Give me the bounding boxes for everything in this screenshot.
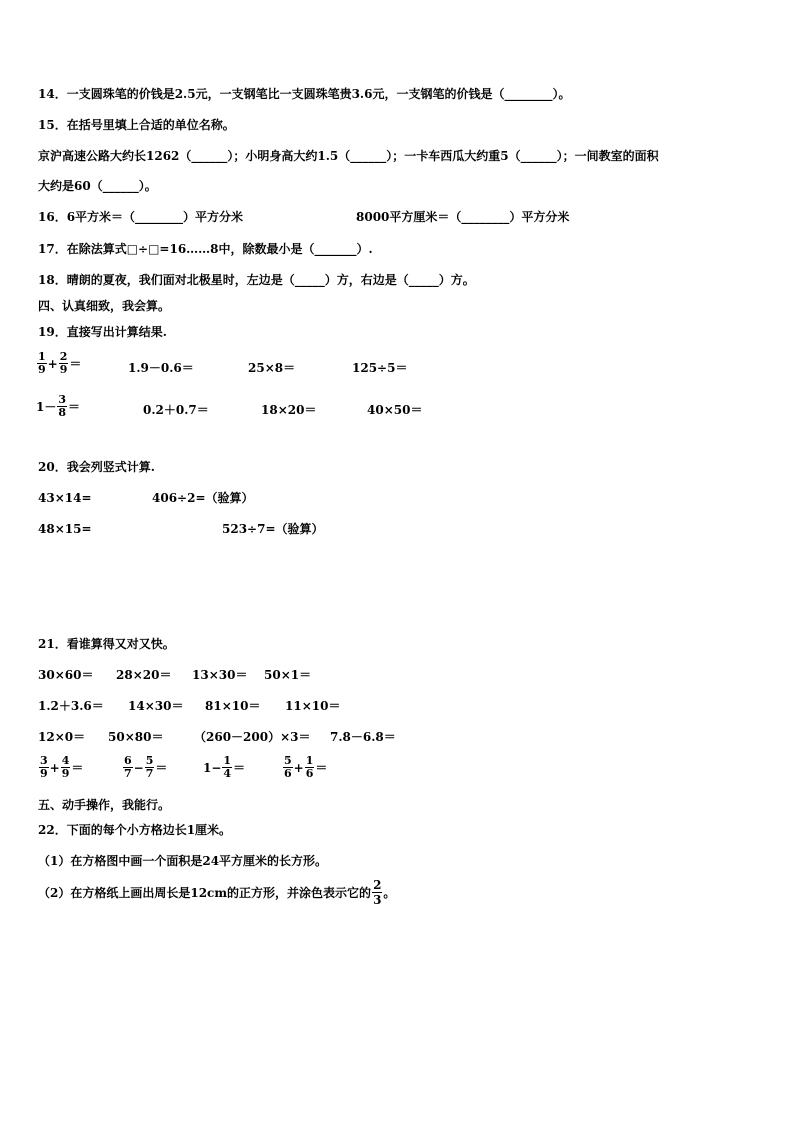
question-15-line-2: 大约是60（______）。 — [38, 179, 157, 193]
question-22-part-2: （2）在方格纸上画出周长是12cm的正方形，并涂色表示它的 $\frac{2}{3}$ 。 — [38, 878, 396, 907]
question-20-title: 20．我会列竖式计算. — [38, 460, 155, 474]
q19-expr-8: 40×50＝ — [367, 403, 423, 417]
fraction: $\frac{3}{9}$ — [40, 754, 48, 780]
q21-r3-c2: 50×80＝ — [108, 730, 164, 744]
fraction: $\frac{2}{3}$ — [373, 878, 382, 907]
question-17: 17．在除法算式□÷□=16……8中，除数最小是（_______）. — [38, 242, 373, 256]
q21-r1-c1: 30×60＝ — [38, 668, 94, 682]
q20-expr-2: 406÷2=（验算） — [152, 491, 254, 505]
q21-r3-c1: 12×0＝ — [38, 730, 86, 744]
q19-expr-2: 1.9－0.6＝ — [128, 361, 194, 375]
fraction: $\frac{2}{9}$ — [59, 350, 68, 376]
fraction: $\frac{6}{7}$ — [124, 754, 132, 780]
question-16-part-1: 16．6平方米＝（________）平方分米 — [38, 210, 244, 224]
q21-r3-c4: 7.8－6.8＝ — [330, 730, 396, 744]
q21-r4-c3: 1− $\frac{1}{4}$ ＝ — [203, 754, 246, 780]
q20-expr-3: 48×15= — [38, 522, 92, 536]
fraction: $\frac{1}{4}$ — [223, 754, 232, 780]
q19-expr-5: 1－ $\frac{3}{8}$ ＝ — [36, 393, 81, 419]
q21-r4-c1: $\frac{3}{9}$ + $\frac{4}{9}$ ＝ — [40, 754, 84, 780]
q21-r2-c1: 1.2＋3.6＝ — [38, 699, 104, 713]
question-21-title: 21．看谁算得又对又快。 — [38, 637, 175, 651]
q19-expr-7: 18×20＝ — [261, 403, 317, 417]
q19-expr-6: 0.2＋0.7＝ — [143, 403, 209, 417]
question-19-title: 19．直接写出计算结果. — [38, 325, 167, 339]
q21-r1-c2: 28×20＝ — [116, 668, 172, 682]
question-15-title: 15．在括号里填上合适的单位名称。 — [38, 118, 235, 132]
q21-r2-c3: 81×10＝ — [205, 699, 261, 713]
q20-expr-1: 43×14= — [38, 491, 92, 505]
q21-r2-c2: 14×30＝ — [128, 699, 184, 713]
q21-r3-c3: （260－200）×3＝ — [194, 730, 311, 744]
q19-expr-3: 25×8＝ — [248, 361, 296, 375]
q21-r1-c4: 50×1＝ — [264, 668, 312, 682]
question-14: 14．一支圆珠笔的价钱是2.5元，一支钢笔比一支圆珠笔贵3.6元，一支钢笔的价钱是（________）。 — [38, 87, 571, 101]
fraction: $\frac{3}{8}$ — [58, 393, 67, 419]
question-22-part-1: （1）在方格图中画一个面积是24平方厘米的长方形。 — [38, 854, 328, 868]
question-16-part-2: 8000平方厘米＝（________）平方分米 — [356, 210, 570, 224]
fraction: $\frac{1}{9}$ — [38, 350, 46, 376]
q20-expr-4: 523÷7=（验算） — [222, 522, 324, 536]
q21-r1-c3: 13×30＝ — [192, 668, 248, 682]
section-4-heading: 四、认真细致，我会算。 — [38, 299, 171, 313]
question-18: 18．晴朗的夏夜，我们面对北极星时，左边是（_____）方，右边是（_____）方。 — [38, 273, 475, 287]
question-22-title: 22．下面的每个小方格边长1厘米。 — [38, 823, 232, 837]
fraction: $\frac{4}{9}$ — [61, 754, 70, 780]
fraction: $\frac{1}{6}$ — [305, 754, 314, 780]
q19-expr-1: $\frac{1}{9}$ + $\frac{2}{9}$ ＝ — [38, 350, 82, 376]
question-15-line-1: 京沪高速公路大约长1262（______）；小明身高大约1.5（______）；一卡车西瓜大约重5（______）；一间教室的面积 — [38, 149, 659, 163]
q21-r2-c4: 11×10＝ — [285, 699, 341, 713]
fraction: $\frac{5}{7}$ — [145, 754, 154, 780]
q21-r4-c4: $\frac{5}{6}$ + $\frac{1}{6}$ ＝ — [284, 754, 328, 780]
q21-r4-c2: $\frac{6}{7}$ − $\frac{5}{7}$ ＝ — [124, 754, 168, 780]
fraction: $\frac{5}{6}$ — [284, 754, 292, 780]
section-5-heading: 五、动手操作，我能行。 — [38, 798, 171, 812]
q19-expr-4: 125÷5＝ — [352, 361, 408, 375]
